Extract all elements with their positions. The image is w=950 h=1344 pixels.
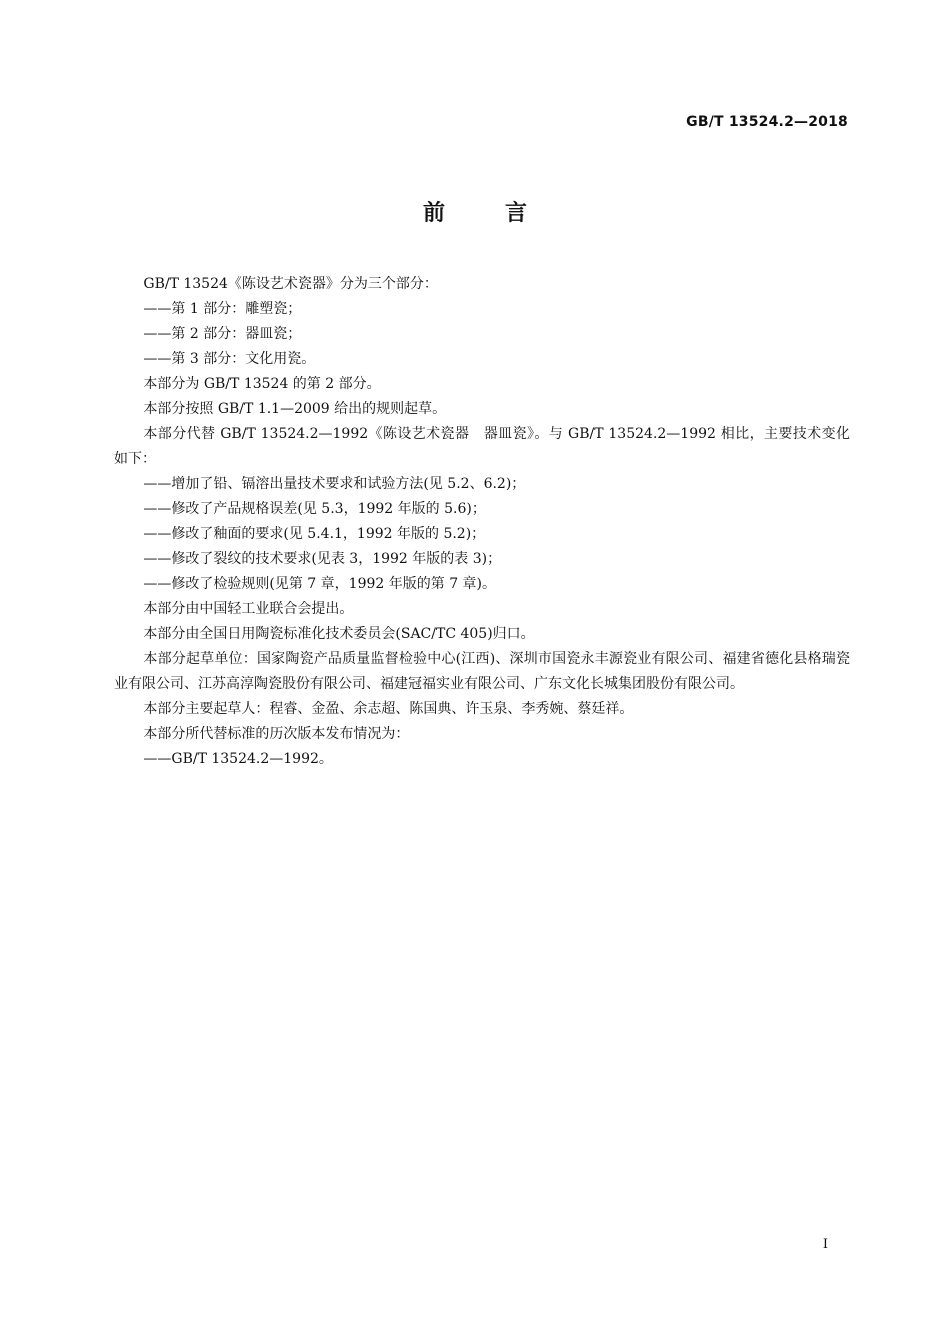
paragraph-replaces: 本部分代替 GB/T 13524.2—1992《陈设艺术瓷器 器皿瓷》。与 GB/T 13524.2—1992 相比，主要技术变化如下：: [114, 426, 850, 467]
paragraph-change-1: ——增加了铅、镉溶出量技术要求和试验方法(见 5.2、6.2)；: [143, 476, 526, 492]
paragraph-change-5: ——修改了检验规则(见第 7 章，1992 年版的第 7 章)。: [143, 576, 497, 592]
paragraph-parts-intro: GB/T 13524《陈设艺术瓷器》分为三个部分：: [143, 276, 438, 292]
paragraph-proposed-by: 本部分由中国轻工业联合会提出。: [143, 601, 354, 617]
page-number: I: [822, 1237, 828, 1252]
paragraph-part-3: ——第 3 部分：文化用瓷。: [143, 351, 316, 367]
page-title: 前言: [422, 201, 587, 226]
paragraph-part-2: ——第 2 部分：器皿瓷；: [143, 326, 302, 342]
paragraph-drafters: 本部分主要起草人：程睿、金盈、余志超、陈国典、许玉泉、李秀婉、蔡廷祥。: [143, 701, 634, 717]
paragraph-history-intro: 本部分所代替标准的历次版本发布情况为：: [143, 726, 410, 742]
paragraph-part-1: ——第 1 部分：雕塑瓷；: [143, 301, 302, 317]
paragraph-drafting-rules: 本部分按照 GB/T 1.1—2009 给出的规则起草。: [143, 401, 447, 417]
paragraph-change-4: ——修改了裂纹的技术要求(见表 3，1992 年版的表 3)；: [143, 551, 502, 567]
paragraph-history-item: ——GB/T 13524.2—1992。: [143, 751, 333, 767]
paragraph-change-2: ——修改了产品规格误差(见 5.3，1992 年版的 5.6)；: [143, 501, 486, 517]
paragraph-change-3: ——修改了釉面的要求(见 5.4.1，1992 年版的 5.2)；: [143, 526, 486, 542]
paragraph-this-part: 本部分为 GB/T 13524 的第 2 部分。: [143, 376, 381, 392]
paragraph-drafting-units: 本部分起草单位：国家陶瓷产品质量监督检验中心(江西)、深圳市国瓷永丰源瓷业有限公司、福建省德化县格瑞瓷业有限公司、江苏高淳陶瓷股份有限公司、福建冠福实业有限公司、广东文化长城集团股份有限公司。: [114, 651, 850, 692]
standard-code: GB/T 13524.2—2018: [686, 114, 848, 130]
paragraph-under-jurisdiction: 本部分由全国日用陶瓷标准化技术委员会(SAC/TC 405)归口。: [143, 626, 535, 642]
foreword-body: [114, 272, 850, 772]
